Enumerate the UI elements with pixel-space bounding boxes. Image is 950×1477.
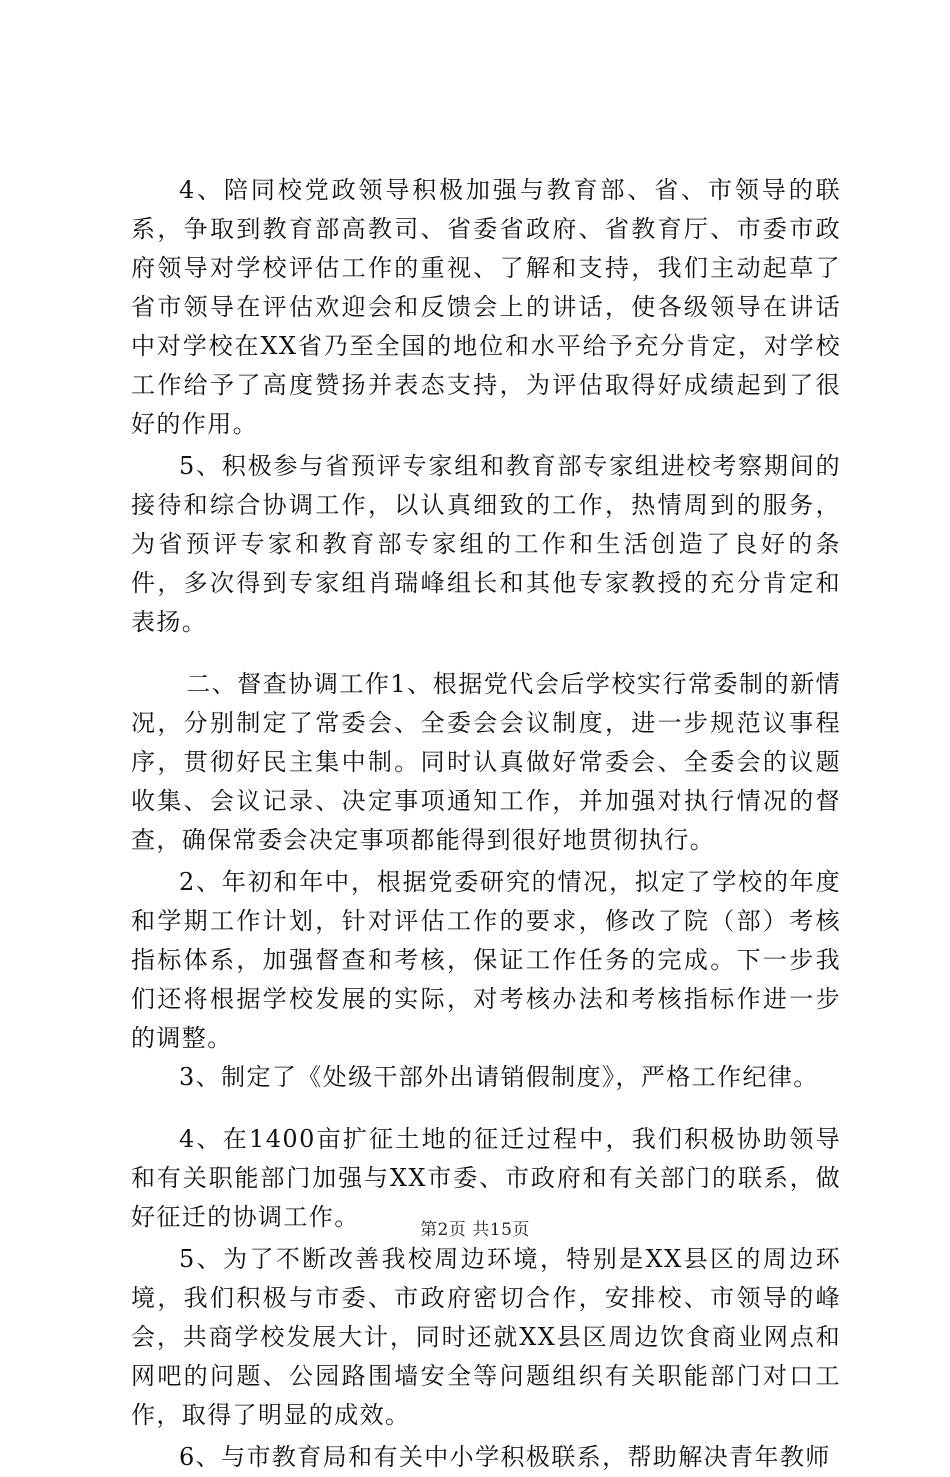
paragraph-8: 6、与市教育局和有关中小学积极联系，帮助解决青年教师 — [179, 1443, 831, 1471]
paragraph-7: 5、为了不断改善我校周边环境，特别是XX县区的周边环境，我们积极与市委、市政府密切合作，安排校、市领导的峰会，共商学校发展大计，同时还就XX县区周边饮食商业网点和网吧的问题、公园路围墙安全等问题组织有关职能部门对口工作，取得了明显的成效。 — [131, 1245, 841, 1429]
page-number-footer: 第2页 共15页 — [420, 1220, 530, 1240]
document-body — [131, 171, 841, 1477]
paragraph-4: 2、年初和年中，根据党委研究的情况，拟定了学校的年度和学期工作计划，针对评估工作的要求，修改了院（部）考核指标体系，加强督查和考核，保证工作任务的完成。下一步我们还将根据学校发展的实际，对考核办法和考核指标作进一步的调整。 — [131, 868, 841, 1052]
paragraph-1: 4、陪同校党政领导积极加强与教育部、省、市领导的联系，争取到教育部高教司、省委省政府、省教育厅、市委市政府领导对学校评估工作的重视、了解和支持，我们主动起草了省市领导在评估欢迎会和反馈会上的讲话，使各级领导在讲话中对学校在XX省乃至全国的地位和水平给予充分肯定，对学校工作给予了高度赞扬并表态支持，为评估取得好成绩起到了很好的作用。 — [131, 176, 841, 438]
paragraph-3: 二、督查协调工作1、根据党代会后学校实行常委制的新情况，分别制定了常委会、全委会会议制度，进一步规范议事程序，贯彻好民主集中制。同时认真做好常委会、全委会的议题收集、会议记录、决定事项通知工作，并加强对执行情况的督查，确保常委会决定事项都能得到很好地贯彻执行。 — [131, 670, 841, 854]
paragraph-5: 3、制定了《处级干部外出请销假制度》，严格工作纪律。 — [179, 1063, 819, 1091]
paragraph-2: 5、积极参与省预评专家组和教育部专家组进校考察期间的接待和综合协调工作，以认真细致的工作，热情周到的服务，为省预评专家和教育部专家组的工作和生活创造了良好的条件，多次得到专家组肖瑞峰组长和其他专家教授的充分肯定和表扬。 — [131, 452, 841, 636]
paragraph-6: 4、在1400亩扩征土地的征迁过程中，我们积极协助领导和有关职能部门加强与XX市委、市政府和有关部门的联系，做好征迁的协调工作。 — [131, 1125, 841, 1231]
